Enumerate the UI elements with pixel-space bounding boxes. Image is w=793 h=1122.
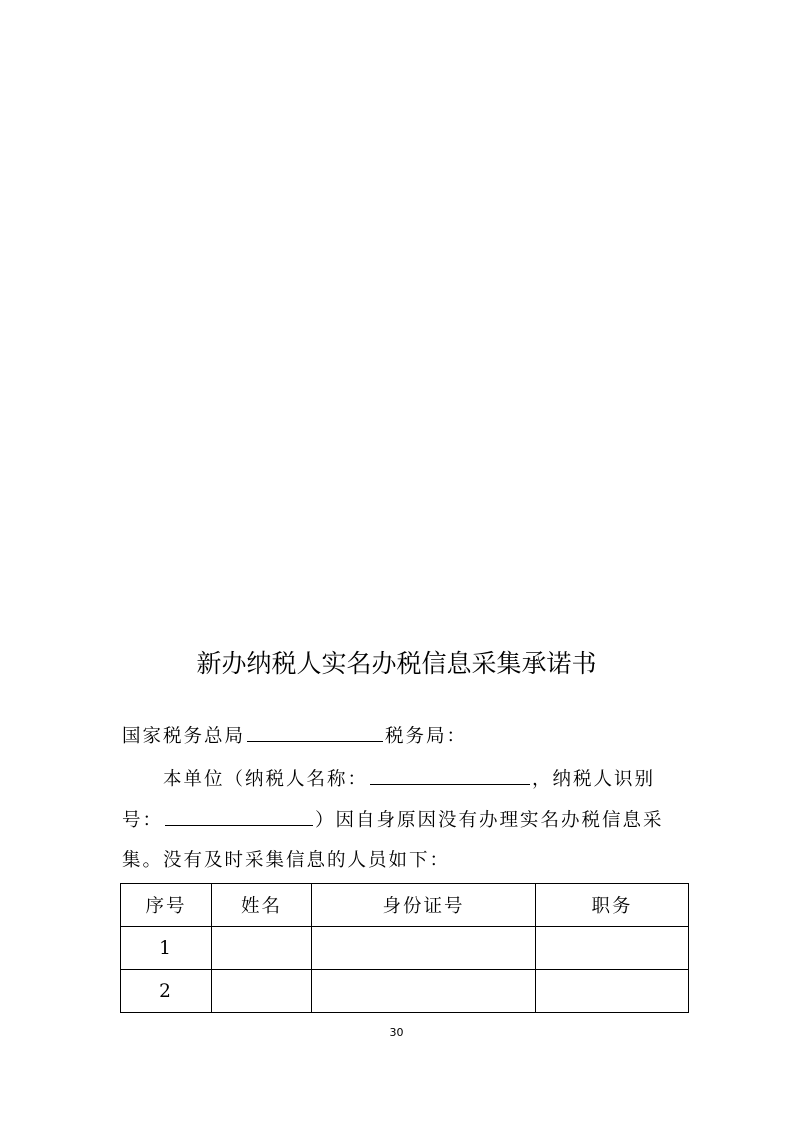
salutation-line: [122, 721, 467, 752]
id-number-cell[interactable]: [312, 970, 536, 1013]
page-number: 30: [389, 1026, 404, 1039]
taxpayer-id-label-end: 号：: [122, 810, 164, 831]
taxpayer-name-blank[interactable]: [370, 764, 530, 785]
position-cell[interactable]: [536, 970, 689, 1013]
taxpayer-id-label-start: ，纳税人识别: [532, 769, 656, 790]
list-intro-text: 集。没有及时采集信息的人员如下：: [122, 850, 451, 871]
id-number-cell[interactable]: [312, 927, 536, 970]
body-line-3: [122, 846, 450, 876]
serial-cell: 1: [121, 927, 212, 970]
body-line-1: [163, 764, 655, 795]
salutation-suffix: 税务局：: [385, 726, 468, 747]
name-cell[interactable]: [212, 970, 312, 1013]
position-cell[interactable]: [536, 927, 689, 970]
reason-text: ）因自身原因没有办理实名办税信息采: [315, 810, 664, 831]
serial-cell: 2: [121, 970, 212, 1013]
header-position: 职务: [536, 884, 689, 927]
tax-bureau-blank[interactable]: [247, 721, 383, 742]
table-header-row: [121, 884, 689, 927]
table-row: [121, 927, 689, 970]
taxpayer-name-label: 本单位（纳税人名称：: [163, 769, 369, 790]
taxpayer-id-blank[interactable]: [165, 805, 313, 826]
header-serial: 序号: [121, 884, 212, 927]
header-name: 姓名: [212, 884, 312, 927]
salutation-prefix: 国家税务总局: [122, 726, 246, 747]
name-cell[interactable]: [212, 927, 312, 970]
table-row: [121, 970, 689, 1013]
body-line-2: [122, 805, 664, 836]
header-id-number: 身份证号: [312, 884, 536, 927]
staff-table: [120, 883, 689, 1013]
document-title: 新办纳税人实名办税信息采集承诺书: [196, 649, 597, 678]
